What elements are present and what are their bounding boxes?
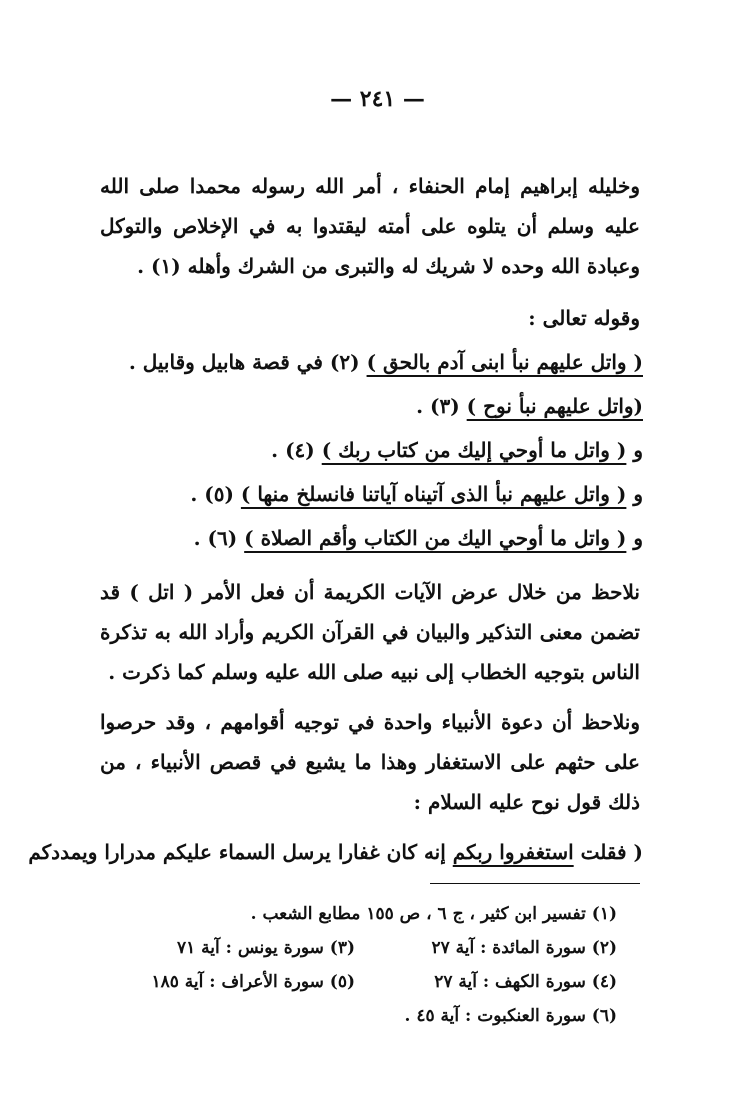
paragraph-quote-lead: وقوله تعالى : xyxy=(528,306,640,330)
verse-note: (٦) . xyxy=(193,526,245,550)
footnote-3: (٣) سورة يونس : آية ٧١ xyxy=(177,938,355,958)
verse-note: (٤) . xyxy=(271,438,322,462)
verse-note: (٣) . xyxy=(416,394,467,418)
paragraph-prophets: ونلاحظ أن دعوة الأنبياء واحدة في توجيه أقوامهم ، وقد حرصوا على حثهم على الاستغفار وهذا ما يشيع في قصص الأنبياء ، من ذلك قول نوح عليه السلام : xyxy=(100,710,640,814)
verse-note: (٢) في قصة هابيل وقابيل . xyxy=(128,350,367,374)
footnote-2: (٢) سورة المائدة : آية ٢٧ xyxy=(431,938,617,958)
quote-underlined: استغفروا ربكم xyxy=(452,840,574,864)
verse-text: ( واتل ما أوحي اليك من الكتاب وأقم الصلاة ) xyxy=(244,526,627,550)
footnote-separator xyxy=(430,883,640,884)
verse-text: (واتل عليهم نبأ نوح ) xyxy=(466,394,643,418)
verse-text: ( واتل عليهم نبأ ابنى آدم بالحق ) xyxy=(366,350,643,374)
quote-end: إنه كان غفارا يرسل السماء عليكم مدرارا ويمددكم xyxy=(28,840,453,864)
verse-prefix: و xyxy=(626,526,643,550)
verse-line-3 xyxy=(271,438,643,462)
footnote-5: (٥) سورة الأعراف : آية ١٨٥ xyxy=(151,972,355,992)
verse-line-2 xyxy=(416,394,643,418)
verse-line-5 xyxy=(194,526,643,550)
footnote-6: (٦) سورة العنكبوت : آية ٤٥ . xyxy=(404,1006,617,1026)
verse-prefix: و xyxy=(626,482,643,506)
footnote-1: (١) تفسير ابن كثير ، ج ٦ ، ص ١٥٥ مطابع الشعب . xyxy=(250,904,617,924)
verse-prefix: و xyxy=(626,438,643,462)
footnote-4: (٤) سورة الكهف : آية ٢٧ xyxy=(434,972,617,992)
verse-text: ( واتل ما أوحي إليك من كتاب ربك ) xyxy=(321,438,627,462)
verse-note: (٥) . xyxy=(190,482,241,506)
page-number: — ٢٤١ — xyxy=(330,86,425,112)
paragraph-intro: وخليله إبراهيم إمام الحنفاء ، أمر الله رسوله محمدا صلى الله عليه وسلم أن يتلوه على أمته ليقتدوا به في الإخلاص والتوكل وعبادة الله وحده لا شريك له والتبرى من الشرك وأهله (١) . xyxy=(100,174,640,278)
verse-line-4 xyxy=(190,482,643,506)
verse-line-1 xyxy=(129,350,643,374)
quran-quote-line xyxy=(28,840,643,864)
quote-start: ( فقلت xyxy=(573,840,643,864)
verse-text: ( واتل عليهم نبأ الذى آتيناه آياتنا فانسلخ منها ) xyxy=(240,482,627,506)
paragraph-observation: نلاحظ من خلال عرض الآيات الكريمة أن فعل الأمر ( اتل ) قد تضمن معنى التذكير والبيان في القرآن الكريم وأراد الله به تذكرة الناس بتوجيه الخطاب إلى نبيه صلى الله عليه وسلم كما ذكرت . xyxy=(100,580,640,684)
